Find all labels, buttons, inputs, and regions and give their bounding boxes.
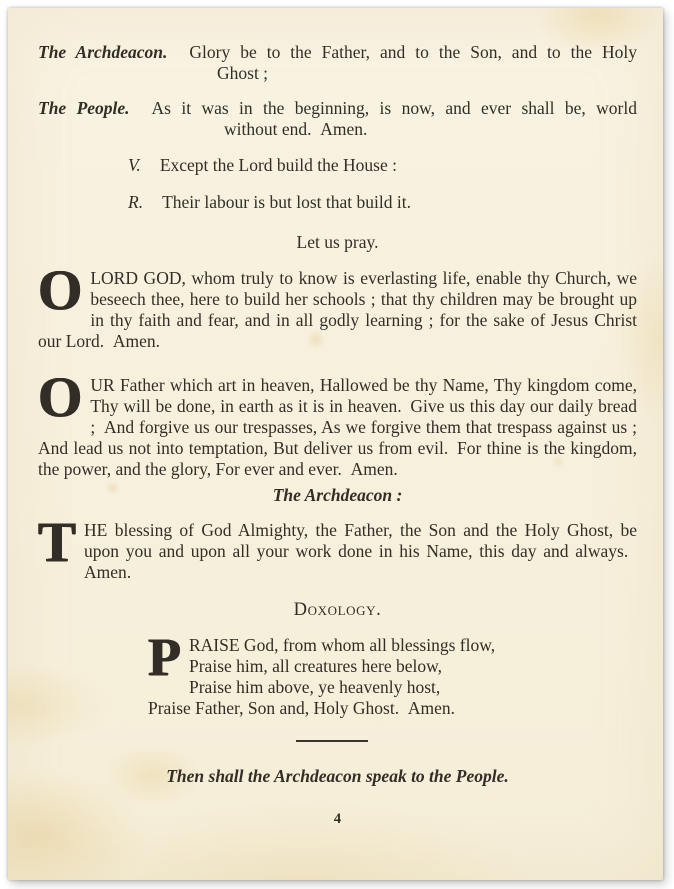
speaker-label-people: The People. (38, 98, 130, 118)
doxology-verse (148, 627, 637, 719)
collect-text: LORD GOD, whom truly to know is everlasting life, enable thy Church, we beseech thee, here to build her schools ; that thy children may be brought up in thy faith and fear, and in all godly learning ; for the sake of Jesus Christ our Lord. Amen. (38, 268, 637, 351)
blessing-paragraph (38, 511, 637, 583)
lords-prayer-text: UR Father which art in heaven, Hallowed be thy Name, Thy kingdom come, Thy will be done, in earth as it is in heaven. Give us this day our daily bread ; And forgive us our trespasses, As we forgive them that trespass against us ; And lead us not into temptation, But deliver us from evil. For thine is the kingdom, the power, and the glory, For ever and ever. Amen. (38, 375, 637, 479)
responsory-archdeacon (38, 42, 637, 84)
lords-prayer-paragraph (38, 366, 637, 480)
responsory-people (38, 98, 637, 140)
collect-paragraph (38, 259, 637, 352)
gloria-continuation: Ghost ; (217, 63, 269, 83)
let-us-pray-heading: Let us pray. (296, 232, 379, 252)
gloria-line (38, 42, 637, 63)
page-number: 4 (333, 811, 342, 827)
archdeacon-heading: The Archdeacon : (272, 485, 403, 505)
people-text: As it was in the beginning, is now, and ever shall be, world (151, 98, 637, 118)
response-marker: R. (128, 192, 144, 212)
response-text: Their labour is but lost that build it. (162, 192, 411, 212)
doxology-line-3: Praise him above, ye heavenly host, (189, 677, 441, 697)
people-line (38, 98, 637, 119)
doxology-line-4: Praise Father, Son and, Holy Ghost. Amen. (148, 698, 455, 718)
versicle-marker: V. (128, 155, 141, 175)
document-page (8, 8, 663, 880)
doxology-line-1: RAISE God, from whom all blessings flow, (189, 635, 496, 655)
blessing-drop-cap: T (38, 511, 77, 574)
people-continuation: without end. Amen. (224, 119, 368, 139)
versicle-line (38, 155, 637, 176)
doxology-drop-cap: P (148, 627, 181, 687)
section-divider-rule (296, 740, 368, 742)
collect-drop-cap: O (38, 259, 83, 322)
speaker-label-archdeacon: The Archdeacon. (38, 42, 168, 62)
doxology-heading: Doxology. (293, 600, 382, 620)
response-line (38, 192, 637, 213)
gloria-text: Glory be to the Father, and to the Son, and to the Holy (189, 42, 638, 62)
footer-rubric: Then shall the Archdeacon speak to the People. (166, 766, 509, 786)
versicle-response-block (38, 155, 637, 213)
lords-prayer-drop-cap: O (38, 366, 83, 429)
blessing-text: HE blessing of God Almighty, the Father, the Son and the Holy Ghost, be upon you and upon all your work done in his Name, this day and always. Amen. (84, 520, 637, 582)
doxology-line-2: Praise him, all creatures here below, (189, 656, 442, 676)
versicle-text: Except the Lord build the House : (159, 155, 397, 175)
